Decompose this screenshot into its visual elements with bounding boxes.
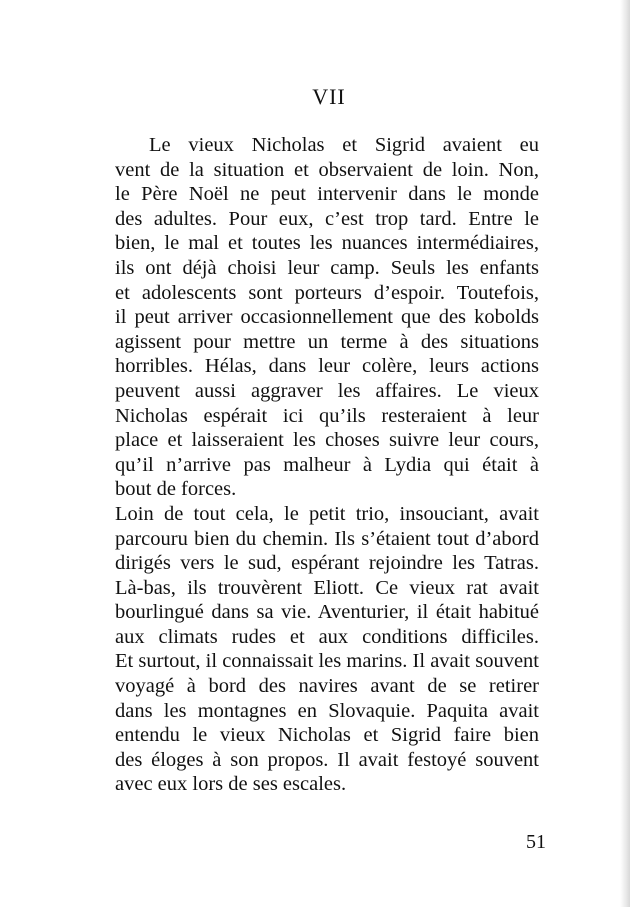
text-line: des adultes. Pour eux, c’est trop tard. Entre le <box>115 207 539 230</box>
text-line: il peut arriver occasionnellement que des kobolds <box>115 306 539 329</box>
text-line: agissent pour mettre un terme à des situations <box>115 330 539 353</box>
body-text <box>115 133 539 797</box>
text-line: aux climats rudes et aux conditions difficiles. <box>115 625 539 648</box>
chapter-heading: VII <box>312 84 346 109</box>
text-line: place et laisseraient les choses suivre leur cours, <box>115 429 539 452</box>
text-line: entendu le vieux Nicholas et Sigrid faire bien <box>115 724 539 747</box>
text-line: bien, le mal et toutes les nuances intermédiaires, <box>115 232 539 255</box>
text-line: Là-bas, ils trouvèrent Eliott. Ce vieux rat avait <box>115 576 539 599</box>
text-line: bout de forces. <box>115 478 237 501</box>
text-line: Et surtout, il connaissait les marins. Il avait souvent <box>115 650 539 673</box>
text-line: avec eux lors de ses escales. <box>115 773 347 796</box>
text-line: le Père Noël ne peut intervenir dans le monde <box>115 183 539 206</box>
text-line: horribles. Hélas, dans leur colère, leurs actions <box>115 355 539 378</box>
text-line: Le vieux Nicholas et Sigrid avaient eu <box>149 134 539 156</box>
text-line: qu’il n’arrive pas malheur à Lydia qui était à <box>115 453 539 476</box>
page-number: 51 <box>526 831 546 853</box>
text-line: parcouru bien du chemin. Ils s’étaient tout d’abord <box>115 527 539 550</box>
text-line: voyagé à bord des navires avant de se retirer <box>115 675 539 698</box>
text-line: peuvent aussi aggraver les affaires. Le vieux <box>115 379 539 402</box>
page-edge-shadow <box>620 0 630 907</box>
text-line: dans les montagnes en Slovaquie. Paquita avait <box>115 699 539 722</box>
text-line: et adolescents sont porteurs d’espoir. Toutefois, <box>115 281 539 304</box>
text-line: vent de la situation et observaient de loin. Non, <box>115 158 539 181</box>
text-line: Loin de tout cela, le petit trio, insouciant, avait <box>115 502 539 525</box>
text-line: dirigés vers le sud, espérant rejoindre les Tatras. <box>115 552 539 575</box>
text-line: Nicholas espérait ici qu’ils resteraient à leur <box>115 404 539 427</box>
text-line: bourlingué dans sa vie. Aventurier, il était habitué <box>115 601 539 624</box>
text-line: ils ont déjà choisi leur camp. Seuls les enfants <box>115 256 539 279</box>
text-line: des éloges à son propos. Il avait festoyé souvent <box>115 748 539 771</box>
